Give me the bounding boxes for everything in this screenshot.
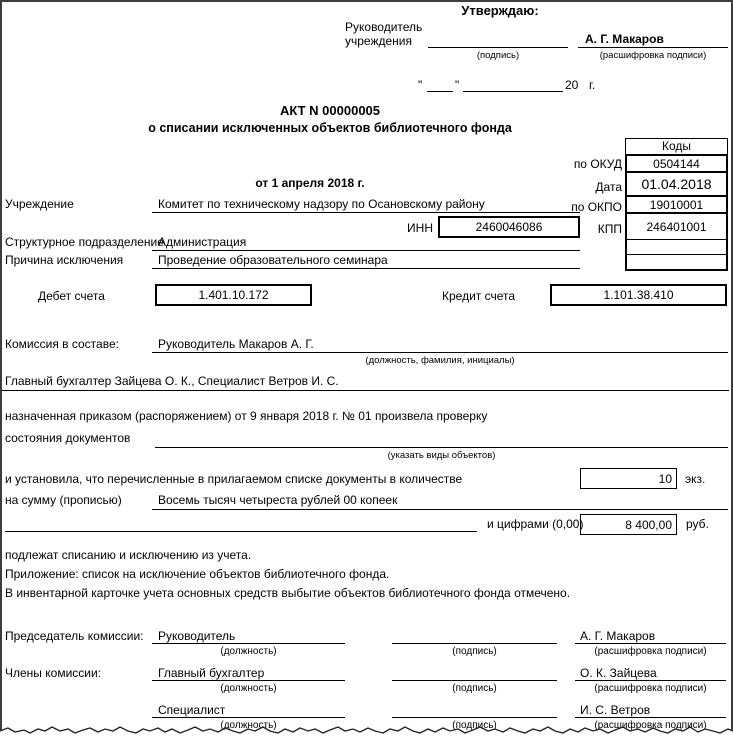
institution-value: Комитет по техническому надзору по Осановскому району — [158, 197, 485, 211]
sig-row1-name-line — [575, 643, 726, 644]
sig-row3-name-caption: (расшифровка подписи) — [594, 720, 707, 731]
count-unit: экз. — [685, 472, 706, 486]
division-label: Структурное подразделение — [5, 235, 164, 249]
sig-row3-position-line — [152, 717, 345, 718]
sig-row2-position: Главный бухгалтер — [158, 666, 265, 680]
closing-line-3: В инвентарной карточке учета основных средств выбытие объектов библиотечного фонда отмечено. — [5, 586, 571, 600]
codes-kpp-value[interactable]: 246401001 — [627, 214, 726, 240]
sig-row3-name-line — [575, 717, 726, 718]
sig-row2-sign-caption: (подпись) — [452, 683, 497, 694]
commission-label: Комиссия в составе: — [5, 337, 119, 351]
reason-line — [152, 268, 580, 269]
sig-row3-position: Специалист — [158, 703, 226, 717]
condition-line — [155, 447, 728, 448]
sig-row2-sign-line — [392, 680, 557, 681]
credit-label: Кредит счета — [442, 289, 516, 303]
inn-label: ИНН — [407, 221, 433, 235]
sig-row1-position-caption: (должность) — [220, 646, 277, 657]
doc-subtitle: о списании исключенных объектов библиотечного фонда — [148, 121, 512, 135]
sig-row1-sign-line — [392, 643, 557, 644]
approve-title: Утверждаю: — [461, 3, 539, 18]
institution-label: Учреждение — [5, 197, 74, 211]
sum-digits-value-box[interactable]: 8 400,00 — [580, 514, 677, 535]
institution-line — [152, 212, 580, 213]
commission-head-caption: (должность, фамилия, инициалы) — [365, 355, 515, 366]
date-quote-close: " — [455, 78, 460, 92]
commission-order-text: назначенная приказом (распоряжением) от 9 января 2018 г. № 01 произвела проверку — [5, 409, 488, 423]
date-day-line — [427, 91, 453, 92]
sum-words-label: на сумму (прописью) — [5, 493, 122, 507]
sum-digits-unit: руб. — [686, 517, 709, 531]
sum-words-line — [152, 509, 728, 510]
inn-value-box[interactable]: 2460046086 — [438, 216, 580, 238]
commission-head-line — [152, 352, 728, 353]
reason-label: Причина исключения — [5, 253, 124, 267]
codes-okpo-label: по ОКПО — [571, 200, 622, 214]
codes-table — [625, 154, 728, 271]
sum-digits-label: и цифрами (0,00) — [487, 517, 584, 531]
date-year-suffix: г. — [589, 78, 596, 92]
approve-name-line — [578, 47, 728, 48]
sig-row2-position-line — [152, 680, 345, 681]
codes-empty-row-2 — [627, 255, 726, 269]
condition-label: состояния документов — [5, 431, 131, 445]
codes-date-label: Дата — [595, 180, 622, 194]
codes-okpo-value[interactable]: 19010001 — [627, 197, 726, 214]
closing-line-1: подлежат списанию и исключению из учета. — [5, 548, 252, 562]
commission-members-line — [2, 390, 729, 391]
codes-header-cell: Коды — [625, 138, 728, 155]
closing-line-2: Приложение: список на исключение объектов библиотечного фонда. — [5, 567, 390, 581]
reason-value: Проведение образовательного семинара — [158, 253, 388, 267]
doc-date: от 1 апреля 2018 г. — [255, 176, 365, 190]
approve-name-caption: (расшифровка подписи) — [599, 50, 707, 61]
commission-members-value: Главный бухгалтер Зайцева О. К., Специалист Ветров И. С. — [5, 374, 339, 388]
codes-okud-value[interactable]: 0504144 — [627, 156, 726, 173]
sig-row3-name: И. С. Ветров — [580, 703, 651, 717]
sig-row1-position-line — [152, 643, 345, 644]
approve-signature-caption: (подпись) — [476, 50, 520, 61]
commission-head-value: Руководитель Макаров А. Г. — [158, 337, 314, 351]
date-year-prefix: 20 — [565, 78, 579, 92]
sig-row3-sign-caption: (подпись) — [452, 720, 497, 731]
sig-row1-position: Руководитель — [158, 629, 236, 643]
condition-caption: (указать виды объектов) — [387, 450, 496, 461]
sig-row1-label: Председатель комиссии: — [5, 629, 144, 643]
sig-row1-name-caption: (расшифровка подписи) — [594, 646, 707, 657]
division-line — [152, 250, 580, 251]
division-value: Администрация — [158, 235, 247, 249]
sum-digits-left-line — [5, 531, 477, 532]
codes-okud-label: по ОКУД — [573, 157, 622, 171]
sig-row2-name-caption: (расшифровка подписи) — [594, 683, 707, 694]
torn-edge-decoration — [0, 724, 733, 738]
codes-date-value[interactable]: 01.04.2018 — [627, 173, 726, 197]
count-value-box[interactable]: 10 — [580, 468, 677, 489]
sig-row2-name-line — [575, 680, 726, 681]
date-month-line — [463, 91, 563, 92]
count-text: и установила, что перечисленные в прилагаемом списке документы в количестве — [5, 472, 463, 486]
approve-name: А. Г. Макаров — [585, 32, 664, 46]
sig-row2-name: О. К. Зайцева — [580, 666, 657, 680]
sig-row1-sign-caption: (подпись) — [452, 646, 497, 657]
debit-label: Дебет счета — [38, 289, 105, 303]
sig-row3-position-caption: (должность) — [220, 720, 277, 731]
sig-row2-position-caption: (должность) — [220, 683, 277, 694]
doc-title: АКТ N 00000005 — [279, 103, 381, 118]
credit-value-box[interactable]: 1.101.38.410 — [550, 284, 727, 306]
codes-kpp-label: КПП — [597, 222, 622, 236]
sig-row3-sign-line — [392, 717, 557, 718]
sig-row1-name: А. Г. Макаров — [580, 629, 656, 643]
approve-role-label: Руководитель учреждения — [345, 20, 423, 48]
debit-value-box[interactable]: 1.401.10.172 — [155, 284, 312, 306]
approve-signature-line — [428, 47, 568, 48]
date-quote-open: " — [418, 78, 423, 92]
sum-words-value: Восемь тысяч четыреста рублей 00 копеек — [158, 493, 398, 507]
sig-row2-label: Члены комиссии: — [5, 666, 102, 680]
codes-empty-row-1 — [627, 240, 726, 255]
